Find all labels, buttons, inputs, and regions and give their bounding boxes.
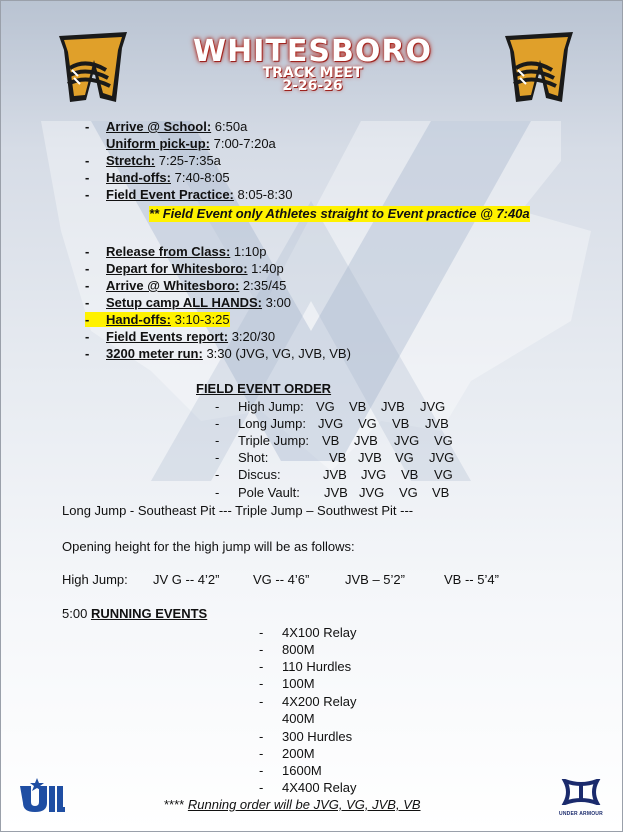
- schedule-item: - Depart for Whitesboro: 1:40p: [85, 261, 284, 276]
- under-armour-logo: [554, 779, 608, 815]
- schedule-item: - Field Event Practice: 8:05-8:30: [85, 187, 293, 202]
- schedule-item: - Hand-offs: 7:40-8:05: [85, 170, 230, 185]
- high-jump-height: VB -- 5’4”: [444, 572, 499, 587]
- under-armour-logo-icon: [561, 779, 601, 805]
- schedule-item: - Setup camp ALL HANDS: 3:00: [85, 295, 291, 310]
- schedule-item: - Stretch: 7:25-7:35a: [85, 153, 221, 168]
- schedule-item: - Release from Class: 1:10p: [85, 244, 267, 259]
- running-order-footnote: **** Running order will be JVG, VG, JVB, VB: [164, 797, 421, 812]
- field-event-order-title: FIELD EVENT ORDER: [196, 381, 332, 396]
- high-jump-height: JVB – 5’2”: [345, 572, 405, 587]
- opening-height-intro: Opening height for the high jump will be as follows:: [62, 539, 355, 554]
- running-title: RUNNING EVENTS: [90, 606, 208, 621]
- high-jump-label: High Jump:: [62, 572, 128, 587]
- field-event-note: ** Field Event only Athletes straight to Event practice @ 7:40a: [149, 206, 530, 221]
- uil-logo-icon: [17, 776, 65, 814]
- pit-locations: Long Jump - Southeast Pit --- Triple Jump – Southwest Pit ---: [62, 503, 414, 518]
- high-jump-height: VG -- 4’6”: [253, 572, 310, 587]
- high-jump-height: JV G -- 4’2”: [153, 572, 220, 587]
- schedule-item: - Field Events report: 3:20/30: [85, 329, 276, 344]
- page-subtitle: TRACK MEET: [262, 65, 363, 81]
- running-time: 5:00: [62, 606, 88, 621]
- schedule-item: - Arrive @ School: 6:50a: [85, 119, 248, 134]
- under-armour-text: UNDER ARMOUR: [559, 811, 603, 817]
- schedule-item: - 3200 meter run: 3:30 (JVG, VG, JVB, VB): [85, 346, 351, 361]
- schedule-item-highlighted: - Hand-offs: 3:10-3:25: [85, 312, 230, 327]
- schedule-item: - Arrive @ Whitesboro: 2:35/45: [85, 278, 287, 293]
- schedule-item: Uniform pick-up: 7:00-7:20a: [106, 136, 276, 151]
- running-events-heading: [62, 606, 207, 621]
- document-page: WHITESBORO TRACK MEET 2-26-26 - Arrive @ School: 6:50a Uniform pick-up: 7:00-7:20a - Stretch: 7:25-7:35a - Hand-offs: 7:40-8:05 - Field Event Practice: 8:05-8:30 ** Field Event only Athletes straight to Event practice @ 7:40a - Release from Class: 1:10p - Depart for Whitesboro: 1:40p - Arrive @ Whitesboro: 2:35/45 - Setup camp ALL HANDS: 3:00 - Hand-offs: 3:10-3:25 - Field Events report: 3:20/30 - 3200 meter run: 3:30 (JVG, VG, JVB, VB) FIELD EVENT ORDER - High Jump: VG VB JVB JVG - Long Jump: JVG VG VB JVB - Triple Jump: VB JVB JVG VG - Shot: VB JVB VG JVG - Discus: JVB JVG VB VG - Pole Vault: JVB JVG VG VB Long Jump - Southeast Pit --- Triple Jump – Southwest Pit --- Opening height for the high jump will be as follows: High Jump: JV G -- 4’2” VG -- 4’6” JVB – 5’2” VB -- 5’4” 5:00 RUNNING EVENTS - 4X100 Relay - 800M - 110 Hurdles - 100M - 4X200 Relay 400M - 300 Hurdles - 200M - 1600M - 4X400 Relay **** Running order will be JVG, VG, JVB, VB UNDER ARMOUR: [0, 0, 623, 832]
- header: [1, 34, 623, 94]
- meet-date: 2-26-26: [282, 78, 343, 94]
- page-title: WHITESBORO: [193, 34, 432, 69]
